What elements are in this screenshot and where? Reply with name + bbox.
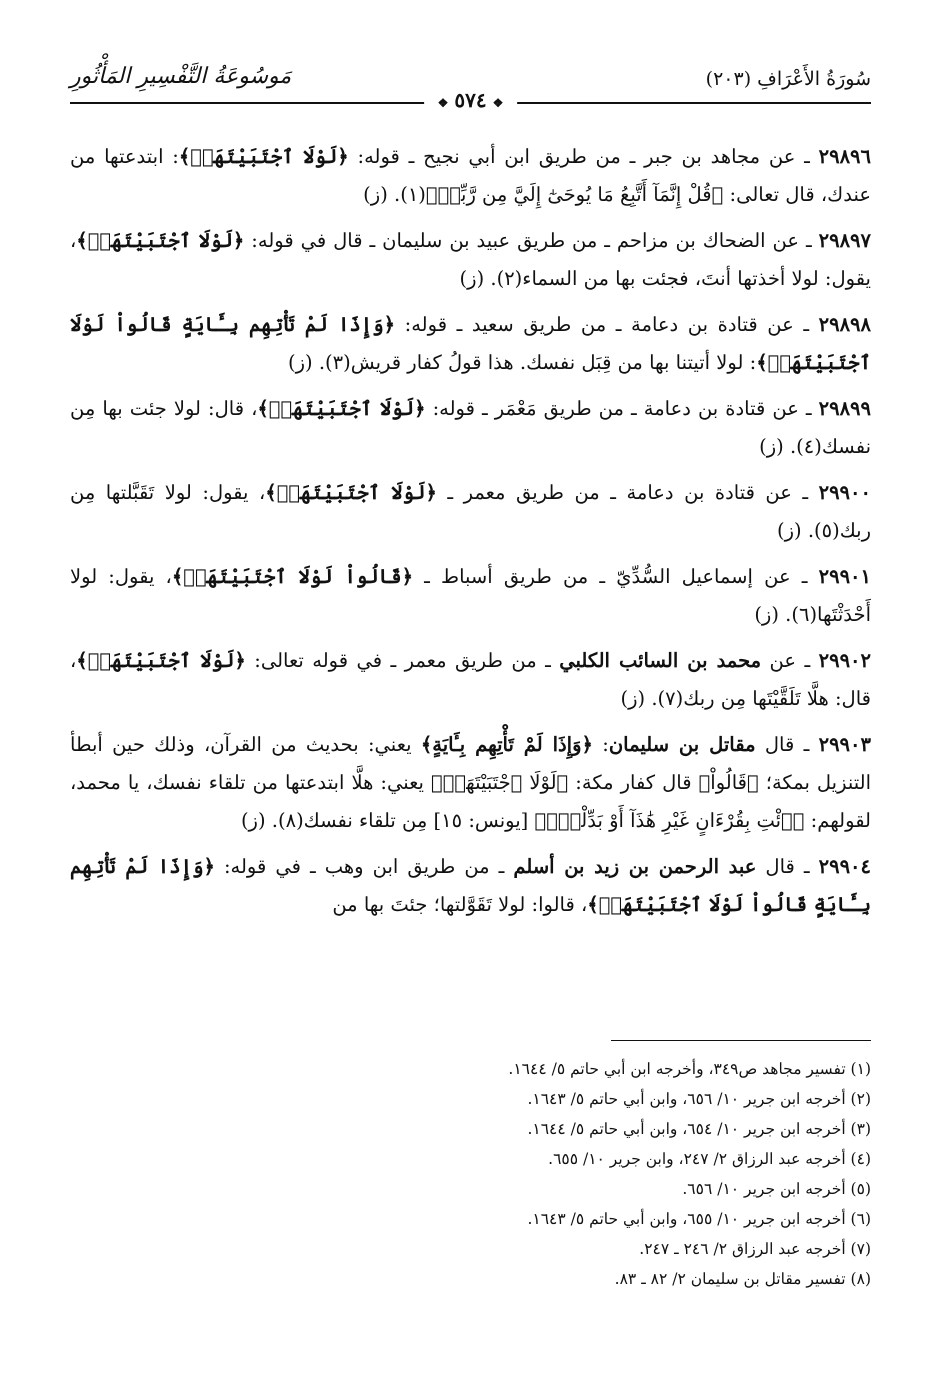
page-number-text: ٥٧٤ — [454, 88, 487, 112]
quran-verse: ﴿وَإِذَا لَمْ تَأْتِهِم بِـَٔايَةٍ﴾ — [420, 733, 593, 756]
entry-text: : لولا أتيتنا بها من قِبَل نفسك. هذا قولُ كفار قريش(٣). (ز) — [288, 351, 757, 374]
entry-text: ـ عن قتادة بن دعامة ـ من طريق سعيد ـ قوله: — [395, 313, 819, 336]
quran-verse: ﴿وَإِذَا لَمْ تَأْتِهِم بِـَٔايَةٍ قَالُواْ لَوْلَا ٱجْتَبَيْتَهَاۚ﴾ — [70, 855, 871, 916]
ornament-icon: ❖ — [492, 96, 504, 110]
entry-text: ـ قال — [756, 855, 819, 878]
surah-title: سُورَةُ الأَعْرَافِ (٢٠٣) — [705, 68, 871, 90]
narrator-name: عبد الرحمن بن زيد بن أسلم — [513, 855, 757, 878]
entry-text: : — [592, 733, 609, 756]
entry-text: : ابتدعتها من عندك، قال تعالى: ﴿قُلْ إِنَّمَآ أَتَّبِعُ مَا يُوحَىٰٓ إِلَيَّ مِن رَّبِّيۚ﴾(١). (ز) — [70, 145, 871, 206]
entry — [70, 642, 871, 726]
entry-text: ـ من طريق ابن وهب ـ في قوله: — [214, 855, 514, 878]
entry — [70, 138, 871, 222]
entry-number: ٢٩٨٩٧ — [818, 229, 871, 252]
quran-verse: ﴿لَوْلَا ٱجْتَبَيْتَهَاۚ﴾ — [178, 145, 349, 168]
entry-text: ، يقول: لولا أَحْدَثْتَها(٦). (ز) — [70, 565, 871, 626]
entry-text: ـ عن مجاهد بن جبر ـ من طريق ابن أبي نجيح ـ قوله: — [348, 145, 819, 168]
entry — [70, 726, 871, 848]
quran-verse: ﴿قَالُواْ لَوْلَا ٱجْتَبَيْتَهَاۚ﴾ — [171, 565, 414, 588]
entry-text: ـ عن الضحاك بن مزاحم ـ من طريق عبيد بن سليمان ـ قال في قوله: — [244, 229, 819, 252]
entry-text: ـ عن قتادة بن دعامة ـ من طريق مَعْمَر ـ قوله: — [425, 397, 819, 420]
entry — [70, 222, 871, 306]
entry-number: ٢٩٩٠٠ — [818, 481, 871, 504]
entry-text: ، قالوا: لولا تَقَوَّلتها؛ جئتَ بها من — [332, 893, 588, 916]
entry-text: ـ قال — [755, 733, 819, 756]
footnote: (٥) أخرجه ابن جرير ١٠/ ٦٥٦. — [682, 1180, 871, 1198]
footnote: (٦) أخرجه ابن جرير ١٠/ ٦٥٥، وابن أبي حاتم ٥/ ١٦٤٣. — [527, 1210, 871, 1228]
footnotes — [70, 1054, 871, 1294]
entry-text: ، قال: لولا جئت بها مِن نفسك(٤). (ز) — [70, 397, 871, 458]
quran-verse: ﴿لَوْلَا ٱجْتَبَيْتَهَاۚ﴾ — [76, 649, 246, 672]
footnote: (٨) تفسير مقاتل بن سليمان ٢/ ٨٢ ـ ٨٣. — [614, 1270, 871, 1288]
main-text — [70, 138, 871, 932]
entry-text: ـ عن — [761, 649, 819, 672]
page-number — [424, 88, 518, 112]
footnote: (٢) أخرجه ابن جرير ١٠/ ٦٥٦، وابن أبي حاتم ٥/ ١٦٤٣. — [527, 1090, 871, 1108]
entry-text: ـ من طريق معمر ـ في قوله تعالى: — [245, 649, 560, 672]
entry-number: ٢٩٨٩٦ — [818, 145, 871, 168]
entry-number: ٢٩٩٠٤ — [818, 855, 871, 878]
entry — [70, 390, 871, 474]
entry — [70, 558, 871, 642]
entry-text: ، يقول: لولا تَقَبَّلتها مِن ربك(٥). (ز) — [70, 481, 871, 542]
entry-number: ٢٩٩٠٢ — [818, 649, 871, 672]
quran-verse: ﴿لَوْلَا ٱجْتَبَيْتَهَاۚ﴾ — [76, 229, 245, 252]
entry — [70, 848, 871, 932]
entry — [70, 474, 871, 558]
entry-text: ، يقول: لولا أخذتها أنتَ، فجئت بها من السماء(٢). (ز) — [70, 229, 871, 290]
narrator-name: مقاتل بن سليمان — [608, 733, 756, 756]
footnote: (٣) أخرجه ابن جرير ١٠/ ٦٥٤، وابن أبي حاتم ٥/ ١٦٤٤. — [527, 1120, 871, 1138]
quran-verse: ﴿لَوْلَا ٱجْتَبَيْتَهَاۚ﴾ — [257, 397, 426, 420]
entry-text: ـ عن قتادة بن دعامة ـ من طريق معمر ـ — [436, 481, 819, 504]
quran-verse: ﴿لَوْلَا ٱجْتَبَيْتَهَاۚ﴾ — [265, 481, 437, 504]
footnote: (٧) أخرجه عبد الرزاق ٢/ ٢٤٦ ـ ٢٤٧. — [639, 1240, 871, 1258]
narrator-name: محمد بن السائب الكلبي — [559, 649, 762, 672]
ornament-icon: ❖ — [437, 96, 449, 110]
footnote-rule — [611, 1040, 871, 1041]
entry-text: ، قال: هلَّا تَلَقَّيْتَها مِن ربك(٧). (ز) — [70, 649, 871, 710]
entry-number: ٢٩٨٩٩ — [818, 397, 872, 420]
quran-verse: ﴿وَإِذَا لَمْ تَأْتِهِم بِـَٔايَةٍ قَالُواْ لَوْلَا ٱجْتَبَيْتَهَاۚ﴾ — [70, 313, 871, 374]
entry — [70, 306, 871, 390]
footnote: (٤) أخرجه عبد الرزاق ٢/ ٢٤٧، وابن جرير ١٠/ ٦٥٥. — [548, 1150, 871, 1168]
footnote: (١) تفسير مجاهد ص٣٤٩، وأخرجه ابن أبي حاتم ٥/ ١٦٤٤. — [508, 1060, 871, 1078]
book-title: مَوسُوعَةُ التَّفْسِيرِ المَأْثُورِ — [70, 64, 292, 89]
entry-text: يعني: بحديث من القرآن، وذلك حين أبطأ التنزيل بمكة؛ ﴿قَالُواْ﴾ قال كفار مكة: ﴿لَوْلَا ٱجْتَبَيْتَهَاۚ﴾ يعني: هلَّا ابتدعتها من تلقاء نفسك، يا محمد، لقولهم: ﴿ٱئْتِ بِقُرْءَانٍ غَيْرِ هَٰذَآ أَوْ بَدِّلْهُۚ﴾ [يونس: ١٥] مِن تلقاء نفسك(٨). (ز) — [70, 733, 871, 832]
entry-text: ـ عن إسماعيل السُّدِّيّ ـ من طريق أسباط ـ — [413, 565, 819, 588]
entry-number: ٢٩٩٠١ — [818, 565, 871, 588]
entry-number: ٢٩٩٠٣ — [818, 733, 871, 756]
entry-number: ٢٩٨٩٨ — [818, 313, 871, 336]
